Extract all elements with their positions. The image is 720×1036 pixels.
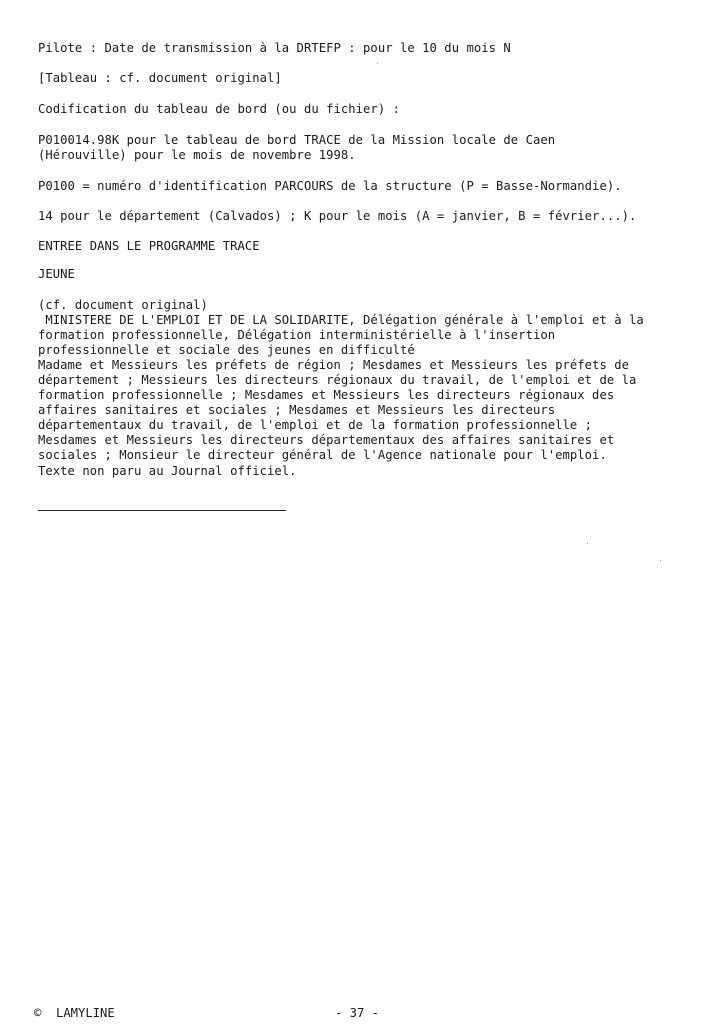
recipients-line-2: département ; Messieurs les directeurs régionaux du travail, de l'emploi et de la <box>38 373 637 387</box>
parcours-id-line: P0100 = numéro d'identification PARCOURS de la structure (P = Basse-Normandie). <box>38 179 622 193</box>
ministry-line-1: MINISTERE DE L'EMPLOI ET DE LA SOLIDARITE, Délégation générale à l'emploi et à la <box>38 313 644 327</box>
table-reference-line: [Tableau : cf. document original] <box>38 71 282 85</box>
recipients-line-3: formation professionnelle ; Mesdames et Messieurs les directeurs régionaux des <box>38 388 615 402</box>
jeune-heading: JEUNE <box>38 267 75 281</box>
recipients-line-4: affaires sanitaires et sociales ; Mesdames et Messieurs les directeurs <box>38 403 556 417</box>
programme-entry-heading: ENTREE DANS LE PROGRAMME TRACE <box>38 239 260 253</box>
codification-line-1: P010014.98K pour le tableau de bord TRACE de la Mission locale de Caen <box>38 133 556 147</box>
recipients-line-1: Madame et Messieurs les préfets de région ; Mesdames et Messieurs les préfets de <box>38 358 629 372</box>
document-reference-line: (cf. document original) <box>38 298 208 312</box>
recipients-line-6: Mesdames et Messieurs les directeurs départementaux des affaires sanitaires et <box>38 433 615 447</box>
scan-speck <box>587 543 588 544</box>
footer-page-number: - 37 - <box>335 1006 380 1020</box>
recipients-line-5: départementaux du travail, de l'emploi et de la formation professionnelle ; <box>38 418 593 432</box>
pilote-line: Pilote : Date de transmission à la DRTEFP : pour le 10 du mois N <box>38 41 511 55</box>
scan-speck <box>660 560 661 561</box>
publication-note: Texte non paru au Journal officiel. <box>38 464 297 478</box>
codification-heading: Codification du tableau de bord (ou du fichier) : <box>38 102 400 116</box>
codification-line-2: (Hérouville) pour le mois de novembre 1998. <box>38 148 356 162</box>
recipients-line-7: sociales ; Monsieur le directeur général de l'Agence nationale pour l'emploi. <box>38 448 607 462</box>
scan-speck <box>377 63 378 64</box>
footnote-separator <box>38 510 286 511</box>
ministry-line-2: formation professionnelle, Délégation interministérielle à l'insertion <box>38 328 556 342</box>
department-month-line: 14 pour le département (Calvados) ; K pour le mois (A = janvier, B = février...). <box>38 209 637 223</box>
footer-publisher: © LAMYLINE <box>34 1006 115 1020</box>
ministry-line-3: professionnelle et sociale des jeunes en difficulté <box>38 343 415 357</box>
